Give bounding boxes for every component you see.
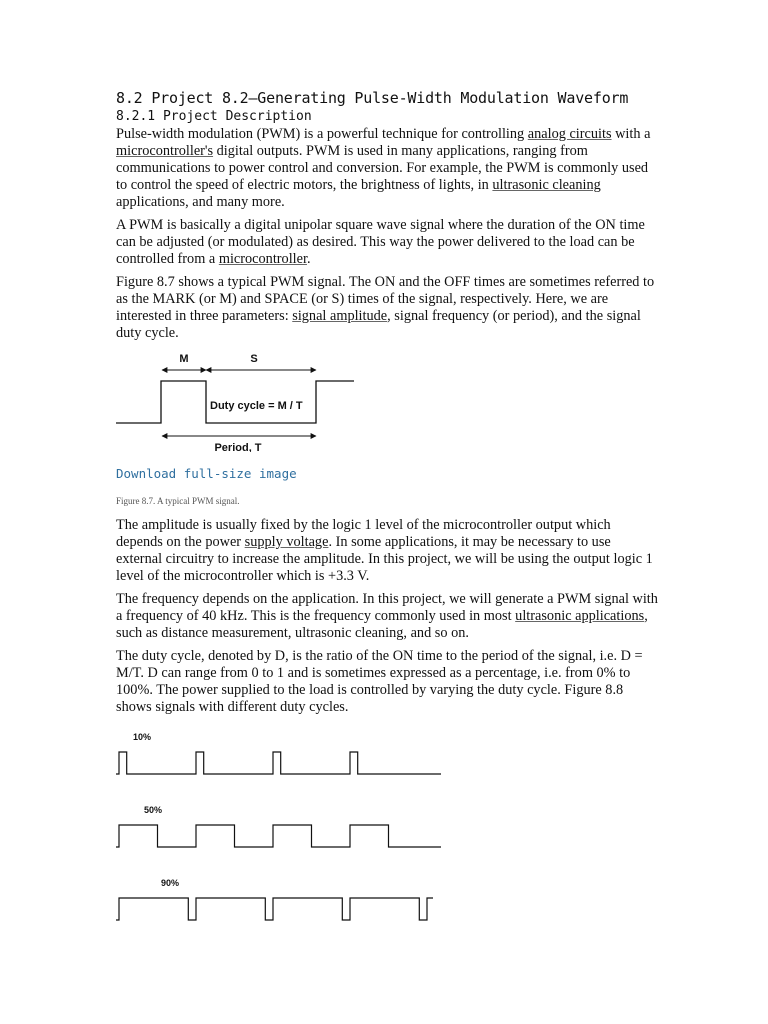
space-label: S [250, 353, 258, 365]
duty-cycle-figure [116, 724, 446, 934]
mark-label: M [179, 353, 189, 365]
figure-caption: Figure 8.7. A typical PWM signal. [116, 496, 240, 506]
paragraph-duty-cycle: The duty cycle, denoted by D, is the ratio of the ON time to the period of the signal, i.e. D = M/T. D can range from 0 to 1 and is sometimes expressed as a percentage, i.e. from 0% to 100%. The power supplied to the load is controlled by varying the duty cycle. Figure 8.8 shows signals with different duty cycles. [116, 648, 643, 715]
link-analog-circuits[interactable]: analog circuits [527, 126, 612, 142]
download-full-size-link[interactable]: Download full-size image [116, 466, 297, 481]
pwm-signal-figure [116, 348, 366, 452]
link-signal-amplitude[interactable]: signal amplitude [292, 308, 388, 324]
paragraph-amplitude: The amplitude is usually fixed by the logic 1 level of the microcontroller output which depends on the power supply voltage. In some applications, it may be necessary to use external circuitry to increase the amplitude. In this project, we will be using the output logic 1 level of the microcontroller which is +3.3 V. [116, 517, 653, 584]
period-label: Period, T [214, 442, 262, 452]
link-ultrasonic-cleaning[interactable]: ultrasonic cleaning [492, 177, 601, 193]
waveform-label-2: 90% [161, 878, 180, 888]
link-microcontroller[interactable]: microcontroller [218, 251, 307, 267]
paragraph-frequency: The frequency depends on the application. In this project, we will generate a PWM signal with a frequency of 40 kHz. This is the frequency commonly used in most ultrasonic applications, such as distance measurement, ultrasonic cleaning, and so on. [116, 591, 658, 641]
waveform-2 [116, 898, 433, 920]
paragraph-pwm-definition: A PWM is basically a digital unipolar square wave signal where the duration of the ON time can be adjusted (or modulated) as desired. This way the power delivered to the load can be controlled from a microcontroller. [116, 217, 645, 267]
document-page [116, 88, 660, 934]
duty-cycle-label: Duty cycle = M / T [210, 400, 303, 412]
subsection-heading: 8.2.1 Project Description [116, 109, 312, 124]
section-heading: 8.2 Project 8.2—Generating Pulse-Width Modulation Waveform [116, 89, 629, 107]
paragraph-figure-intro: Figure 8.7 shows a typical PWM signal. The ON and the OFF times are sometimes referred to as the MARK (or M) and SPACE (or S) times of the signal, respectively. Here, we are interested in three parameters: signal amplitude, signal frequency (or period), and the signal duty cycle. [116, 274, 655, 341]
waveform-1 [116, 825, 441, 847]
link-supply-voltage[interactable]: supply voltage [244, 534, 329, 550]
link-microcontrollers[interactable]: microcontroller's [116, 143, 214, 159]
link-ultrasonic-applications[interactable]: ultrasonic applications [515, 608, 645, 624]
waveform-label-0: 10% [133, 732, 152, 742]
paragraph-intro: Pulse-width modulation (PWM) is a powerful technique for controlling analog circuits with a microcontroller's digital outputs. PWM is used in many applications, ranging from communications to power control and conversion. For example, the PWM is commonly used to control the speed of electric motors, the brightness of lights, in ultrasonic cleaning applications, and many more. [116, 126, 651, 210]
waveform-0 [116, 752, 441, 774]
waveform-label-1: 50% [144, 805, 163, 815]
